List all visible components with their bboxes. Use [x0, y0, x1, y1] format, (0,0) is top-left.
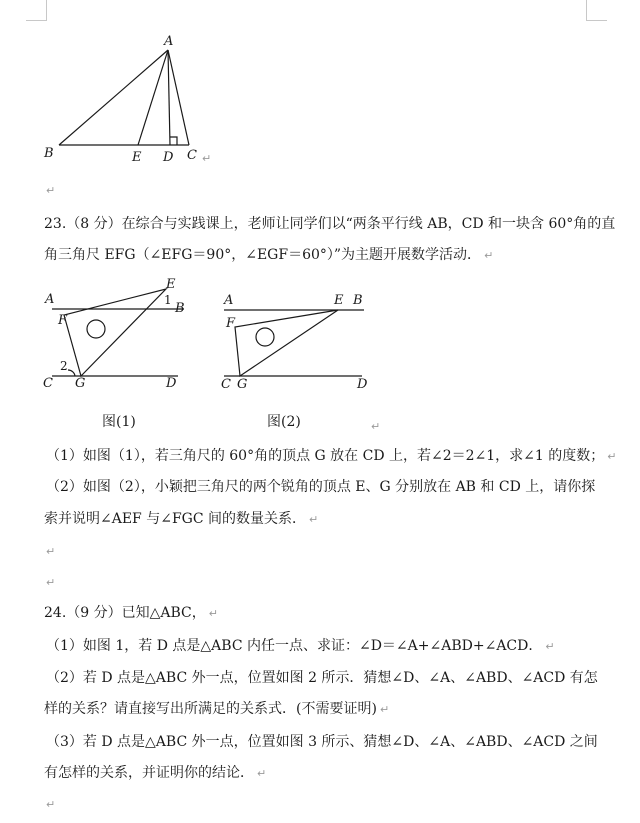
q24-part3-line1: [46, 733, 598, 751]
return-mark: ↵: [545, 640, 555, 653]
label-e: E: [334, 293, 344, 308]
return-mark: ↵: [484, 249, 494, 262]
label-d: D: [163, 150, 174, 165]
q23-intro-line2: [44, 246, 493, 265]
label-a: A: [224, 293, 234, 308]
q23-part1-text: （1）如图（1），若三角尺的 60°角的顶点 G 放在 CD 上，若∠2＝2∠1，求∠1 的度数；: [46, 448, 605, 464]
q24-part1: [46, 637, 555, 656]
q24-part2-line1: [46, 669, 598, 687]
q24-intro: [44, 604, 218, 623]
figure-1-caption: 图(1): [102, 414, 136, 430]
label-d: D: [166, 376, 177, 391]
return-mark: ↵: [46, 798, 56, 811]
return-mark: ↵: [208, 607, 218, 620]
angle-2-label: 2: [60, 359, 68, 373]
q23-part2-line2: [44, 510, 318, 529]
label-b: B: [44, 146, 54, 161]
label-b: B: [353, 293, 363, 308]
q24-part3-line1-text: （3）若 D 点是△ABC 外一点，位置如图 3 所示、猜想∠D、∠A、∠ABD、∠ACD 之间: [46, 734, 598, 750]
label-c: C: [221, 377, 231, 392]
label-g: G: [237, 377, 248, 392]
page-corner-mark-left: [26, 0, 47, 21]
return-mark: ↵: [309, 513, 319, 526]
figure-1: [38, 272, 198, 397]
q24-part2-line2-text: 样的关系？请直接写出所满足的关系式．(不需要证明): [44, 701, 377, 717]
label-b: B: [175, 301, 185, 316]
return-mark: ↵: [257, 767, 267, 780]
figure-2: [216, 286, 376, 401]
return-mark: ↵: [371, 420, 381, 433]
label-e: E: [132, 150, 142, 165]
q24-intro-text: 24.（9 分）已知△ABC，: [44, 605, 206, 621]
q24-part1-text: （1）如图 1，若 D 点是△ABC 内任一点、求证：∠D＝∠A+∠ABD+∠ACD．: [46, 638, 543, 654]
label-a: A: [164, 34, 174, 49]
return-mark: ↵: [379, 703, 390, 716]
q24-part2-line1-text: （2）若 D 点是△ABC 外一点，位置如图 2 所示．猜想∠D、∠A、∠ABD、∠ACD 有怎: [46, 670, 598, 686]
angle-1-label: 1: [164, 293, 172, 307]
q23-part2-line2-text: 索并说明∠AEF 与∠FGC 间的数量关系．: [44, 511, 307, 527]
return-mark: ↵: [46, 545, 56, 558]
q23-part2-line1: [46, 478, 595, 496]
figure-2-caption: 图(2): [267, 414, 301, 430]
label-g: G: [75, 376, 86, 391]
return-mark: ↵: [202, 152, 212, 165]
q23-part1: [46, 447, 617, 466]
q23-intro-line1: [44, 215, 615, 233]
label-c: C: [187, 148, 197, 163]
label-d: D: [357, 377, 368, 392]
page-corner-mark-right: [586, 0, 607, 21]
q24-part3-line2-text: 有怎样的关系，并证明你的结论．: [44, 765, 254, 781]
q24-part2-line2: [44, 700, 389, 719]
label-e: E: [166, 277, 176, 292]
q23-part2-line1-text: （2）如图（2），小颖把三角尺的两个锐角的顶点 E、G 分别放在 AB 和 CD 上，请你探: [46, 479, 596, 495]
label-f: F: [58, 313, 68, 328]
return-mark: ↵: [46, 184, 56, 197]
triangle-figure-abc: [30, 28, 230, 173]
return-mark: ↵: [607, 450, 617, 463]
q24-part3-line2: [44, 764, 266, 783]
label-c: C: [43, 376, 53, 391]
q23-intro-line1-text: 23.（8 分）在综合与实践课上，老师让同学们以“两条平行线 AB，CD 和一块含 60°角的直: [44, 216, 616, 232]
label-a: A: [45, 292, 55, 307]
return-mark: ↵: [46, 576, 56, 589]
label-f: F: [226, 316, 236, 331]
q23-intro-line2-text: 角三角尺 EFG（∠EFG＝90°，∠EGF＝60°）”为主题开展数学活动．: [44, 247, 482, 263]
